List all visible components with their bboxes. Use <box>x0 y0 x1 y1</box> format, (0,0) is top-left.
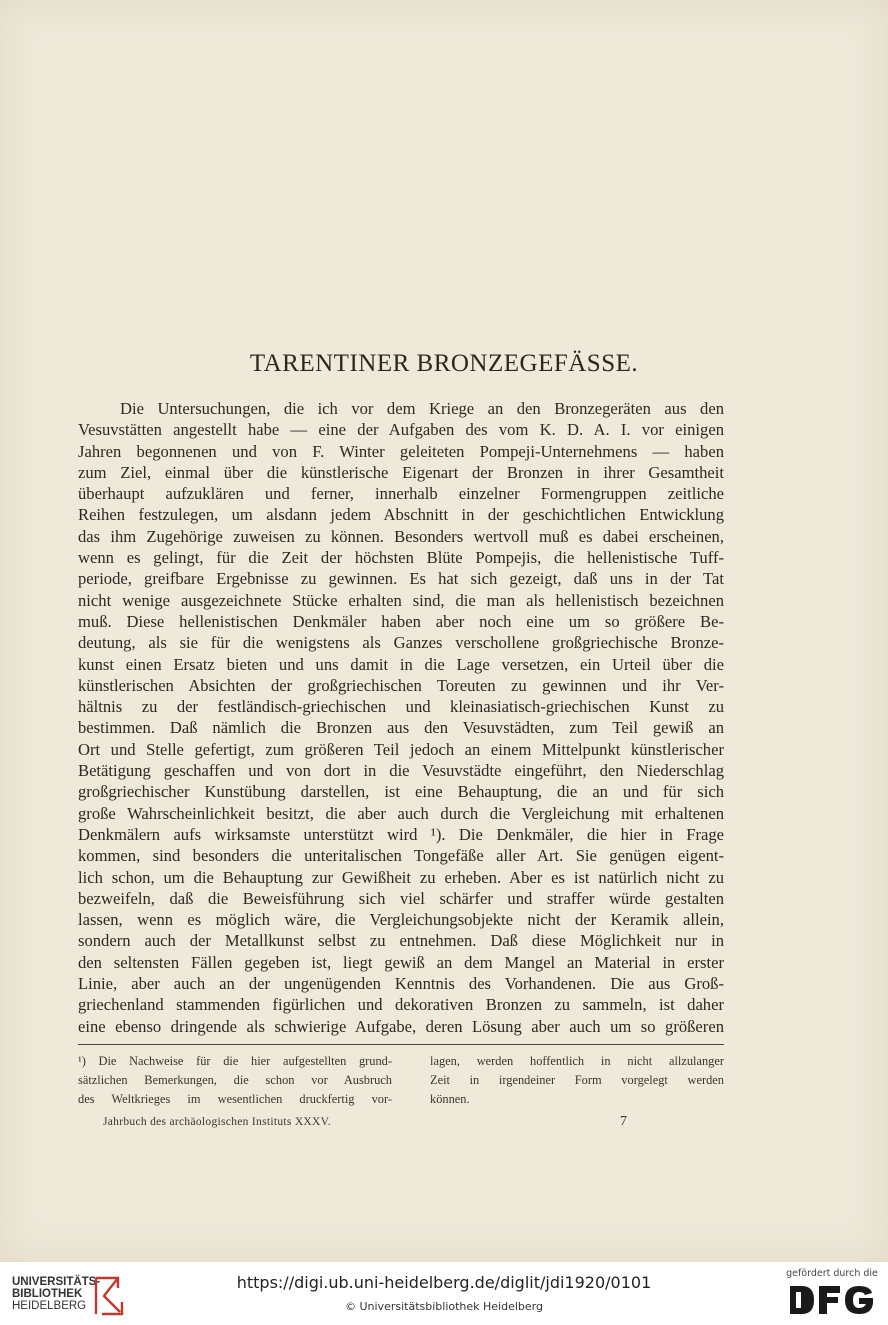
body-line: bezweifeln, daß die Beweisführung sich viel schärfer und straffer würde gestalten <box>78 888 724 908</box>
body-line: Denkmälern aufs wirksamste unterstützt wird ¹). Die Denkmäler, die hier in Frage <box>78 824 724 844</box>
body-line: Jahren begonnenen und von F. Winter geleiteten Pompeji-Unternehmens — haben <box>78 441 724 461</box>
footnote-left-column <box>78 1052 392 1109</box>
sponsor-label: gefördert durch die <box>786 1268 878 1279</box>
body-line: kunst einen Ersatz bieten und uns damit in die Lage versetzen, ein Urteil über die <box>78 654 724 674</box>
body-line: kommen, sind besonders die unteritalischen Tongefäße aller Art. Sie genügen eigent- <box>78 846 724 866</box>
body-line: hältnis zu der festländisch-griechischen und kleinasiatisch-griechischen Kunst zu <box>78 697 724 717</box>
body-line: periode, greifbare Ergebnisse zu gewinnen. Es hat sich gezeigt, daß uns in der Tat <box>78 569 724 589</box>
footnote-line: lagen, werden hoffentlich in nicht allzulanger <box>430 1054 724 1068</box>
body-line: sondern auch der Metallkunst selbst zu entnehmen. Daß diese Möglichkeit nur in <box>78 931 724 951</box>
library-line: BIBLIOTHEK <box>12 1288 83 1300</box>
body-line: Ort und Stelle gefertigt, zum größeren Teil jedoch an einem Mittelpunkt künstlerischer <box>78 739 724 759</box>
body-line: große Wahrscheinlichkeit besitzt, die aber auch durch die Vergleichung mit erhaltenen <box>78 803 724 823</box>
library-line: UNIVERSITÄTS- <box>12 1276 101 1288</box>
body-line: Linie, aber auch an der ungenügenden Kenntnis des Vorhandenen. Die aus Groß- <box>78 974 724 994</box>
footnote-line: Zeit in irgendeiner Form vorgelegt werden <box>430 1073 724 1087</box>
body-line: muß. Diese hellenistischen Denkmäler haben aber noch eine um so größere Be- <box>78 611 724 631</box>
body-line: Betätigung geschaffen und von dort in die Vesuvstädte eingeführt, den Niederschlag <box>78 761 724 781</box>
body-line: künstlerischen Absichten der großgriechischen Toreuten zu gewinnen und ihr Ver- <box>78 675 724 695</box>
dfg-logo[interactable] <box>784 1268 880 1320</box>
body-line: Reihen festzulegen, um alsdann jedem Abschnitt in der geschichtlichen Entwicklung <box>78 505 724 525</box>
library-line: HEIDELBERG <box>12 1300 87 1312</box>
body-line: deutung, als sie für die wenigstens als Ganzes verschollene großgriechische Bronze- <box>78 633 724 653</box>
dfg-logo-icon <box>788 1283 876 1317</box>
footnote-line: sätzlichen Bemerkungen, die schon vor Ausbruch <box>78 1073 392 1087</box>
body-line: griechenland stammenden figürlichen und dekorativen Bronzen zu sammeln, ist daher <box>78 995 724 1015</box>
body-line: zum Ziel, einmal über die künstlerische Eigenart der Bronzen in ihrer Gesamtheit <box>78 462 724 482</box>
footnote-divider <box>78 1044 724 1045</box>
article-title: TARENTINER BRONZEGEFÄSSE. <box>249 350 639 377</box>
article-body <box>78 398 724 1037</box>
footnote-line: des Weltkrieges im wesentlichen druckfertig vor- <box>78 1092 392 1106</box>
body-line: nicht wenige ausgezeichnete Stücke erhalten sind, die man als hellenistisch bezeichnen <box>78 590 724 610</box>
copyright-notice: © Universitätsbibliothek Heidelberg <box>344 1300 543 1313</box>
body-line: eine ebenso dringende als schwierige Aufgabe, deren Lösung aber auch um so größeren <box>78 1016 724 1036</box>
body-line: den seltensten Fällen gegeben ist, liegt gewiß an dem Mangel an Material in erster <box>78 952 724 972</box>
footnote-right-column <box>430 1052 724 1109</box>
body-line: Vesuvstätten angestellt habe — eine der Aufgaben des vom K. D. A. I. vor einigen <box>78 420 724 440</box>
journal-title: Jahrbuch des archäologischen Instituts XXXV. <box>103 1116 331 1128</box>
viewer-footer <box>0 1262 888 1325</box>
body-line: lich schon, um die Behauptung zur Gewißheit zu erheben. Aber es ist natürlich nicht zu <box>78 867 724 887</box>
body-line: lassen, wenn es möglich wäre, die Vergleichungsobjekte nicht der Keramik allein, <box>78 910 724 930</box>
page-number: 7 <box>620 1114 627 1129</box>
body-line: großgriechischer Kunstübung darstellen, ist eine Behauptung, die an und für sich <box>78 782 724 802</box>
permalink-url[interactable]: https://digi.ub.uni-heidelberg.de/diglit/jdi1920/0101 <box>236 1273 652 1292</box>
body-line: wenn es gelingt, für die Zeit der höchsten Blüte Pompejis, die hellenistische Tuff- <box>78 548 724 568</box>
footnote-line: können. <box>430 1092 470 1106</box>
body-line: überhaupt aufzuklären und ferner, innerhalb einzelner Formengruppen zeitliche <box>78 484 724 504</box>
footnote-line: ¹) Die Nachweise für die hier aufgestellten grund- <box>78 1054 392 1068</box>
body-line: das ihm Zugehörige zuweisen zu können. Besonders wertvoll muß es dabei erscheinen, <box>78 526 724 546</box>
body-line: Die Untersuchungen, die ich vor dem Kriege an den Bronzegeräten aus den <box>120 399 724 418</box>
body-line: bestimmen. Daß nämlich die Bronzen aus den Vesuvstädten, zum Teil gewiß an <box>78 718 724 738</box>
